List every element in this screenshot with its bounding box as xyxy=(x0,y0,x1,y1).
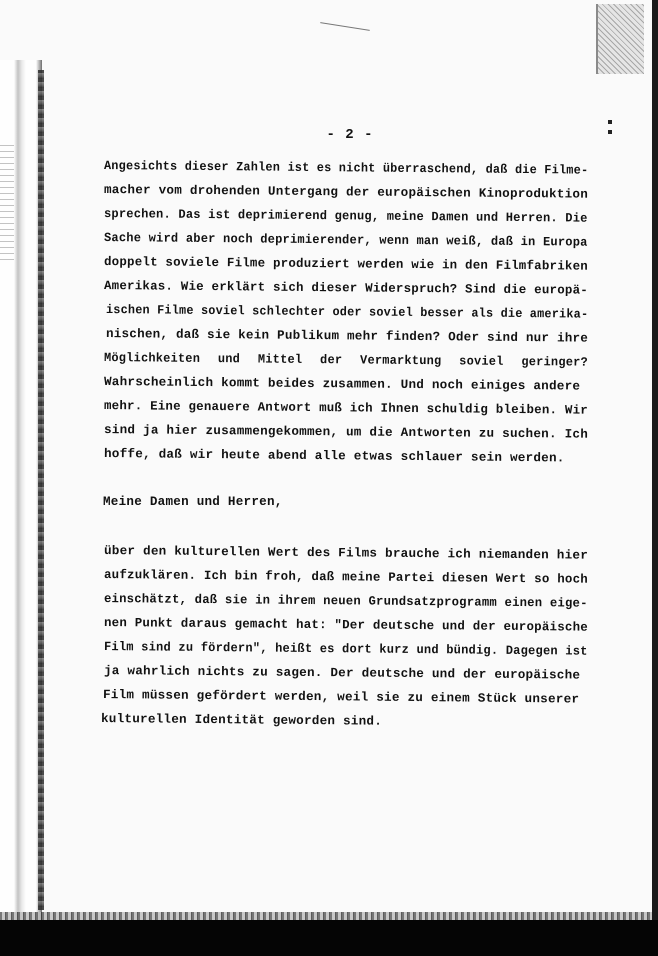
paragraph1-line: macher vom drohenden Untergang der europäischen Kinoproduktion xyxy=(103,183,589,202)
scan-bottom-band xyxy=(0,920,658,956)
paragraph1-line: sprechen. Das ist deprimierend genug, meine Damen und Herren. Die xyxy=(103,207,588,226)
paragraph1-line: hoffe, daß wir heute abend alle etwas schlauer sein werden. xyxy=(103,447,565,466)
paragraph2-line: ja wahrlich nichts zu sagen. Der deutsche und der europäische xyxy=(103,664,581,683)
paragraph1-line: Amerikas. Wie erklärt sich dieser Widerspruch? Sind die europä- xyxy=(103,279,589,298)
salutation: Meine Damen und Herren, xyxy=(103,495,283,509)
paragraph1-line: Möglichkeiten und Mittel der Vermarktung soviel geringer? xyxy=(103,351,588,370)
paragraph2-line: aufzuklären. Ich bin froh, daß meine Partei diesen Wert so hoch xyxy=(103,568,589,587)
page-number: - 2 - xyxy=(326,127,374,143)
scan-binding-shadow xyxy=(38,70,44,910)
paragraph2-line: Film müssen gefördert werden, weil sie zu einem Stück unserer xyxy=(102,688,580,707)
paragraph1-line: mehr. Eine genauere Antwort muß ich Ihnen schuldig bleiben. Wir xyxy=(103,399,589,418)
paragraph1-line: nischen, daß sie kein Publikum mehr finden? Oder sind nur ihre xyxy=(105,327,589,346)
paragraph2-line: einschätzt, daß sie in ihrem neuen Grundsatzprogramm einen eige- xyxy=(103,592,588,611)
scan-corner-artifact xyxy=(596,4,644,74)
paragraph1-line: Angesichts dieser Zahlen ist es nicht überraschend, daß die Filme- xyxy=(103,159,589,178)
scan-stray-mark xyxy=(320,22,370,31)
paragraph2-line: kulturellen Identität geworden sind. xyxy=(100,712,383,729)
paragraph2-line: Film sind zu fördern", heißt es dort kurz und bündig. Dagegen ist xyxy=(103,640,588,659)
paragraph1-line: Sache wird aber noch deprimierender, wenn man weiß, daß in Europa xyxy=(103,231,588,250)
scan-specks xyxy=(0,140,14,260)
scan-dot xyxy=(608,120,612,124)
scan-right-edge xyxy=(652,0,658,956)
scan-bottom-noise xyxy=(0,912,652,920)
paragraph2-line: über den kulturellen Wert des Films brauche ich niemanden hier xyxy=(103,544,589,563)
paragraph1-line: doppelt soviele Filme produziert werden wie in den Filmfabriken xyxy=(103,255,589,274)
paragraph1-line: Wahrscheinlich kommt beides zusammen. Und noch einiges andere xyxy=(103,375,581,394)
paragraph1-line: sind ja hier zusammengekommen, um die Antworten zu suchen. Ich xyxy=(103,423,589,442)
paragraph2-line: nen Punkt daraus gemacht hat: "Der deutsche und der europäische xyxy=(103,616,589,635)
paragraph1-line: ischen Filme soviel schlechter oder soviel besser als die amerika- xyxy=(105,303,589,322)
